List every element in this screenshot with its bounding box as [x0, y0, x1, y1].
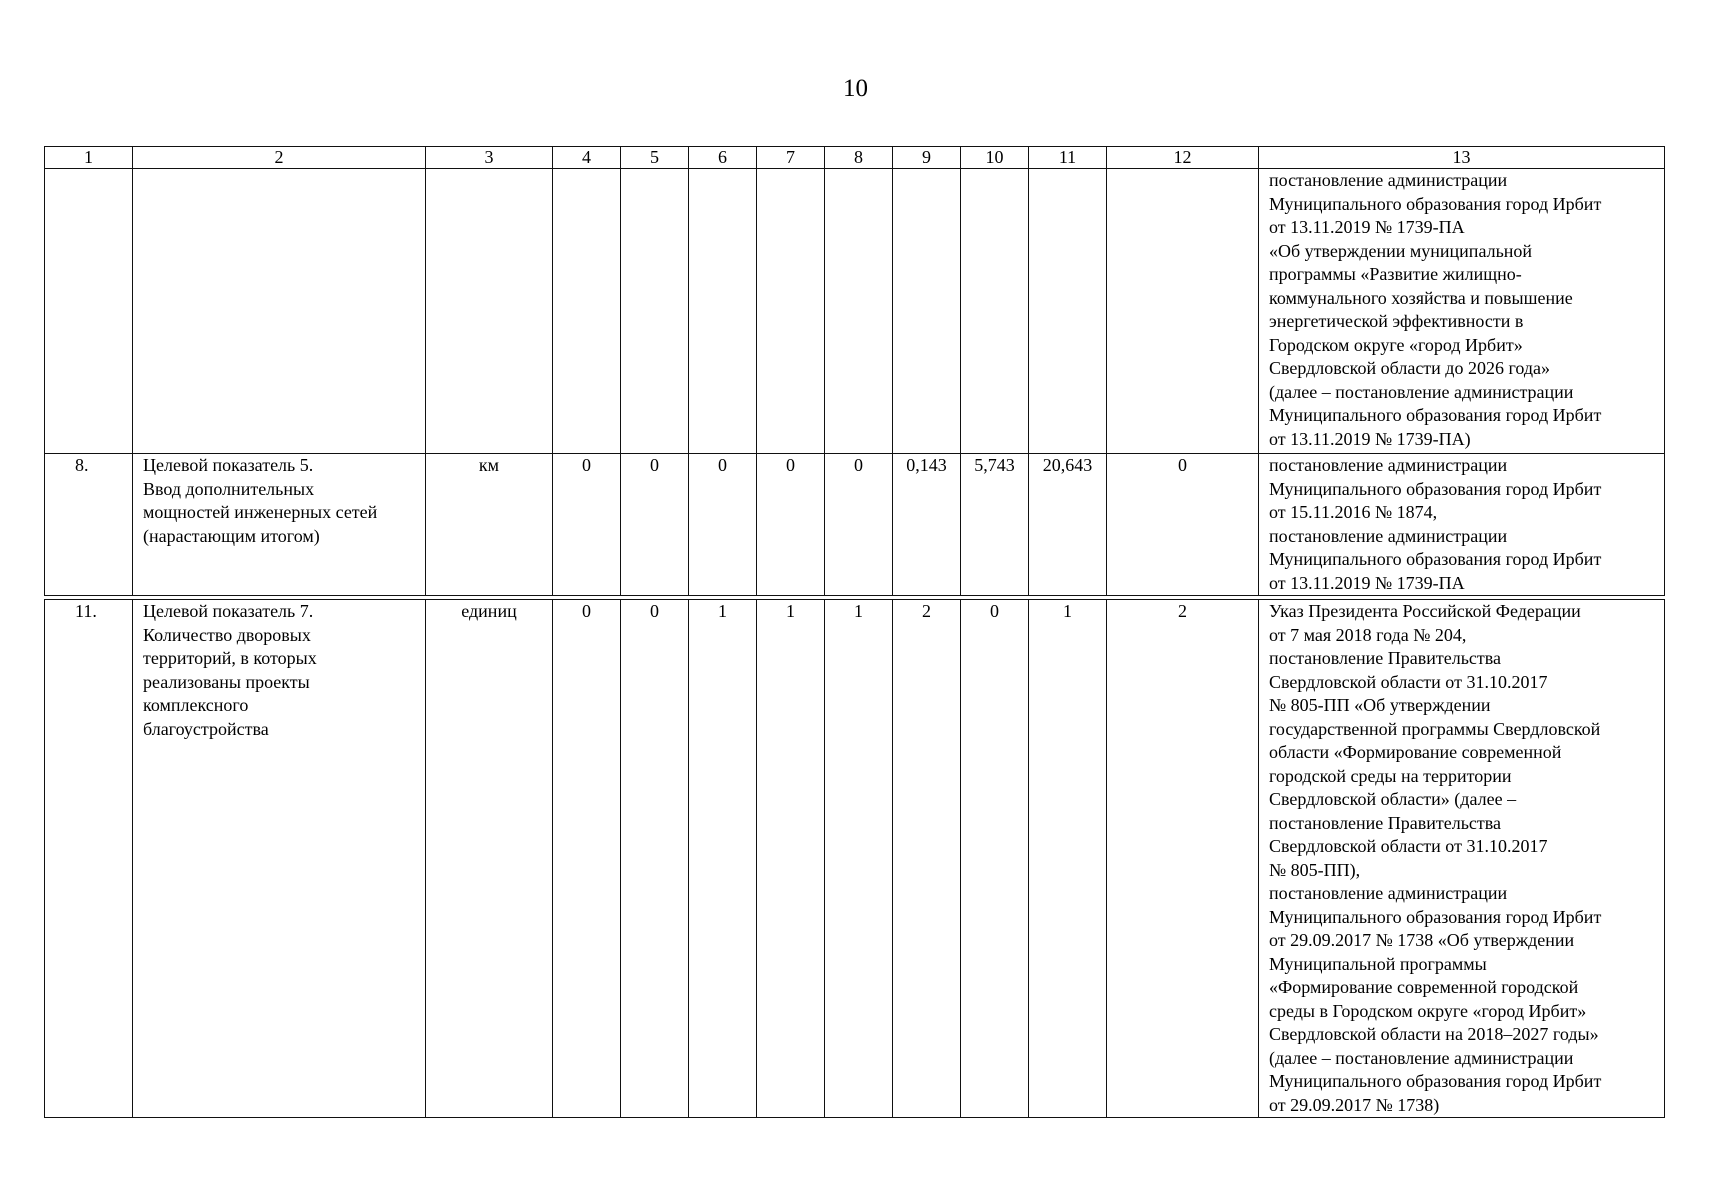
- column-header: 9: [893, 147, 961, 169]
- value-cell: 0: [553, 454, 621, 596]
- value-cell: 0,143: [893, 454, 961, 596]
- indicator-name: [133, 454, 426, 596]
- legal-basis-line: (далее – постановление администрации: [1269, 1047, 1574, 1068]
- unit-cell: км: [426, 454, 553, 596]
- legal-basis-line: от 15.11.2016 № 1874,: [1269, 502, 1438, 522]
- indicators-table: [44, 146, 1665, 1118]
- legal-basis-line: Свердловской области на 2018–2027 годы»: [1269, 1024, 1599, 1044]
- value-cell: [893, 169, 961, 454]
- indicator-name-line: реализованы проекты: [143, 671, 310, 692]
- column-header: 13: [1259, 147, 1665, 169]
- value-cell: 2: [893, 600, 961, 1118]
- column-header: 4: [553, 147, 621, 169]
- page-number: 10: [843, 75, 868, 102]
- column-header: 11: [1029, 147, 1107, 169]
- legal-basis-line: Свердловской области» (далее –: [1269, 789, 1517, 809]
- row-number: 11.: [45, 600, 133, 1118]
- column-header: 5: [621, 147, 689, 169]
- value-cell: 0: [689, 454, 757, 596]
- column-header: 8: [825, 147, 893, 169]
- table-row: [45, 600, 1665, 1118]
- legal-basis-line: Свердловской области от 31.10.2017: [1269, 836, 1548, 856]
- indicator-name-line: благоустройства: [143, 718, 269, 739]
- legal-basis: [1259, 169, 1665, 454]
- legal-basis-line: Муниципального образования город Ирбит: [1269, 405, 1602, 425]
- indicator-name-line: мощностей инженерных сетей: [143, 502, 378, 522]
- table-row: [45, 454, 1665, 596]
- table-row: [45, 169, 1665, 454]
- indicator-name: [133, 169, 426, 454]
- legal-basis-line: Городском округе «город Ирбит»: [1269, 334, 1523, 355]
- indicator-name-line: Ввод дополнительных: [143, 478, 315, 499]
- legal-basis-line: постановление администрации: [1269, 883, 1508, 903]
- value-cell: 2: [1107, 600, 1259, 1118]
- indicator-name-line: Целевой показатель 7.: [143, 601, 314, 621]
- legal-basis-line: области «Формирование современной: [1269, 742, 1562, 762]
- legal-basis-line: Указ Президента Российской Федерации: [1269, 601, 1581, 621]
- column-header: 2: [133, 147, 426, 169]
- legal-basis-line: № 805-ПП «Об утверждении: [1269, 695, 1491, 715]
- indicator-name-line: территорий, в которых: [143, 648, 317, 668]
- indicator-name: [133, 600, 426, 1118]
- legal-basis-line: постановление Правительства: [1269, 812, 1502, 833]
- value-cell: [961, 169, 1029, 454]
- value-cell: [621, 169, 689, 454]
- indicator-name-line: Целевой показатель 5.: [143, 455, 314, 475]
- value-cell: 1: [689, 600, 757, 1118]
- value-cell: 0: [621, 454, 689, 596]
- value-cell: 1: [1029, 600, 1107, 1118]
- legal-basis-line: городской среды на территории: [1269, 765, 1512, 786]
- legal-basis-line: «Об утверждении муниципальной: [1269, 240, 1533, 261]
- legal-basis-line: от 13.11.2019 № 1739-ПА): [1269, 428, 1471, 449]
- legal-basis-line: постановление администрации: [1269, 525, 1508, 546]
- column-header: 12: [1107, 147, 1259, 169]
- unit-cell: единиц: [426, 600, 553, 1118]
- legal-basis-line: Муниципального образования город Ирбит: [1269, 906, 1602, 927]
- value-cell: 0: [825, 454, 893, 596]
- value-cell: 0: [621, 600, 689, 1118]
- value-cell: 1: [757, 600, 825, 1118]
- value-cell: 20,643: [1029, 454, 1107, 596]
- legal-basis-line: Муниципального образования город Ирбит: [1269, 193, 1602, 214]
- legal-basis-line: Муниципальной программы: [1269, 953, 1487, 974]
- legal-basis-line: программы «Развитие жилищно-: [1269, 264, 1522, 284]
- legal-basis-line: среды в Городском округе «город Ирбит»: [1269, 1000, 1587, 1021]
- value-cell: 1: [825, 600, 893, 1118]
- column-header: 6: [689, 147, 757, 169]
- indicator-name-line: Количество дворовых: [143, 624, 311, 645]
- legal-basis-line: Муниципального образования город Ирбит: [1269, 1071, 1602, 1091]
- legal-basis-line: от 29.09.2017 № 1738): [1269, 1094, 1440, 1115]
- value-cell: [689, 169, 757, 454]
- value-cell: 5,743: [961, 454, 1029, 596]
- legal-basis-line: государственной программы Свердловской: [1269, 718, 1601, 739]
- legal-basis: [1259, 600, 1665, 1118]
- column-header: 7: [757, 147, 825, 169]
- table-header-row: [45, 147, 1665, 169]
- indicator-name-line: (нарастающим итогом): [143, 525, 320, 546]
- row-number: [45, 169, 133, 454]
- legal-basis-line: «Формирование современной городской: [1269, 977, 1579, 997]
- value-cell: [1107, 169, 1259, 454]
- value-cell: [553, 169, 621, 454]
- legal-basis-line: Свердловской области от 31.10.2017: [1269, 671, 1548, 692]
- legal-basis-line: Свердловской области до 2026 года»: [1269, 358, 1551, 378]
- value-cell: [757, 169, 825, 454]
- legal-basis-line: от 29.09.2017 № 1738 «Об утверждении: [1269, 930, 1575, 950]
- legal-basis-line: энергетической эффективности в: [1269, 311, 1524, 331]
- value-cell: 0: [961, 600, 1029, 1118]
- legal-basis-line: Муниципального образования город Ирбит: [1269, 478, 1602, 499]
- column-header: 10: [961, 147, 1029, 169]
- legal-basis-line: постановление Правительства: [1269, 648, 1502, 668]
- legal-basis: [1259, 454, 1665, 596]
- value-cell: [1029, 169, 1107, 454]
- legal-basis-line: Муниципального образования город Ирбит: [1269, 549, 1602, 569]
- legal-basis-line: постановление администрации: [1269, 170, 1508, 190]
- legal-basis-line: от 13.11.2019 № 1739-ПА: [1269, 572, 1465, 593]
- indicator-name-line: комплексного: [143, 695, 249, 715]
- value-cell: 0: [1107, 454, 1259, 596]
- value-cell: 0: [553, 600, 621, 1118]
- legal-basis-line: от 13.11.2019 № 1739-ПА: [1269, 217, 1465, 237]
- legal-basis-line: от 7 мая 2018 года № 204,: [1269, 624, 1467, 645]
- legal-basis-line: постановление администрации: [1269, 455, 1508, 475]
- column-header: 3: [426, 147, 553, 169]
- legal-basis-line: (далее – постановление администрации: [1269, 381, 1574, 402]
- value-cell: 0: [757, 454, 825, 596]
- legal-basis-line: коммунального хозяйства и повышение: [1269, 287, 1573, 308]
- row-number: 8.: [45, 454, 133, 596]
- legal-basis-line: № 805-ПП),: [1269, 859, 1361, 880]
- column-header: 1: [45, 147, 133, 169]
- unit-cell: [426, 169, 553, 454]
- value-cell: [825, 169, 893, 454]
